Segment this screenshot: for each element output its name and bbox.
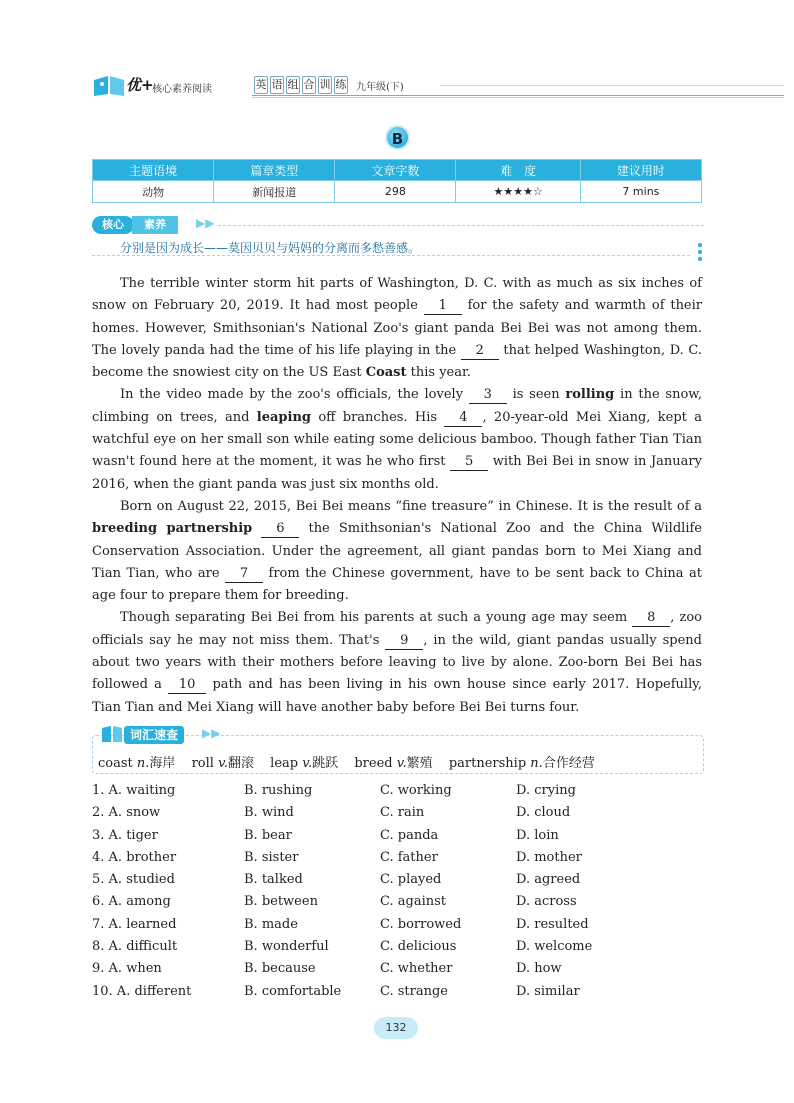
literacy-tag-part: 素养 <box>132 216 178 234</box>
info-header-cell: 建议用时 <box>580 160 701 181</box>
paragraph-4: Though separating Bei Bei from his parents at such a young age may seem 8 , zoo officials say he may not miss them. That's 9 , in the wild, giant pandas usually spend about two years with their mothers before leaving to live by alone. Zoo-born Bei Bei has followed a 10 path and has been living in his own house since early 2017. Hopefully, Tian Tian and Mei Xiang will have another baby before Bei Bei turns four. <box>92 610 702 715</box>
option-c[interactable]: C. strange <box>380 983 448 999</box>
difficulty-stars: ★★★★☆ <box>456 181 580 203</box>
option-a[interactable]: 7. A. learned <box>92 916 177 932</box>
option-b[interactable]: B. rushing <box>244 783 313 798</box>
vocab-item: partnership n.合作经营 <box>448 756 595 771</box>
blank-4[interactable]: 4 <box>444 410 482 427</box>
question-row <box>92 847 704 869</box>
keyword-leaping: leaping <box>256 409 311 425</box>
option-d[interactable]: D. agreed <box>516 872 581 888</box>
question-row <box>92 802 704 824</box>
option-a[interactable]: 6. A. among <box>92 894 171 910</box>
blank-6[interactable]: 6 <box>261 521 299 538</box>
question-row <box>92 958 704 980</box>
header-rule <box>252 95 784 98</box>
blank-3[interactable]: 3 <box>469 387 507 404</box>
core-tag-part: 核心 <box>92 216 134 234</box>
question-row <box>92 825 704 847</box>
page-header <box>92 72 784 100</box>
option-c[interactable]: C. delicious <box>380 939 457 955</box>
option-d[interactable]: D. resulted <box>516 916 589 932</box>
option-a[interactable]: 4. A. brother <box>92 849 177 865</box>
option-d[interactable]: D. welcome <box>516 939 593 955</box>
question-row <box>92 936 704 958</box>
chevrons-icon: ▶▶ <box>202 726 221 740</box>
option-c[interactable]: C. borrowed <box>380 916 462 932</box>
book-icon <box>100 724 124 744</box>
question-row <box>92 869 704 891</box>
book-title-char: 训 <box>318 76 332 94</box>
section-badge: B <box>385 125 410 150</box>
answer-options <box>92 780 704 1003</box>
vocabulary-list <box>98 752 607 771</box>
paragraph-2: In the video made by the zoo's officials, the lovely 3 is seen rolling in the snow, climbing on trees, and leaping off branches. His 4 , 20-year-old Mei Xiang, kept a watchful eye on her small son while eating some delicious bamboo. Though father Tian Tian wasn't found here at the moment, it was he who first 5 with Bei Bei in snow in January 2016, when the giant panda was just six months old. <box>92 387 702 492</box>
option-c[interactable]: C. working <box>380 783 452 798</box>
option-d[interactable]: D. similar <box>516 983 580 999</box>
option-a[interactable]: 5. A. studied <box>92 872 175 888</box>
option-b[interactable]: B. sister <box>244 849 299 865</box>
chevrons-icon: ▶▶ <box>196 216 215 230</box>
question-row <box>92 891 704 913</box>
header-rule-top <box>440 85 784 86</box>
dashed-divider <box>218 225 704 226</box>
core-literacy-text: 分别是因为成长——莫因贝贝与妈妈的分离而多愁善感。 <box>120 241 421 255</box>
blank-10[interactable]: 10 <box>168 677 206 694</box>
core-literacy-box <box>92 213 704 263</box>
blank-7[interactable]: 7 <box>225 566 263 583</box>
vocab-item: roll v.翻滚 <box>191 756 255 771</box>
brand-tagline: 核心素养阅读 <box>152 84 212 95</box>
option-c[interactable]: C. whether <box>380 961 453 977</box>
vocab-item: coast n.海岸 <box>98 756 176 771</box>
option-a[interactable]: 3. A. tiger <box>92 827 158 843</box>
question-row <box>92 780 704 802</box>
book-title-char: 英 <box>254 76 268 94</box>
book-title-char: 语 <box>270 76 284 94</box>
option-d[interactable]: D. crying <box>516 783 576 798</box>
option-a[interactable]: 8. A. difficult <box>92 939 178 955</box>
option-c[interactable]: C. panda <box>380 827 439 843</box>
page-number: 132 <box>374 1017 418 1039</box>
vocabulary-box <box>92 722 704 776</box>
vocabulary-title: 词汇速查 <box>124 726 184 744</box>
option-d[interactable]: D. cloud <box>516 805 571 821</box>
blank-8[interactable]: 8 <box>632 610 670 627</box>
blank-5[interactable]: 5 <box>450 454 488 471</box>
book-title <box>254 75 404 95</box>
option-b[interactable]: B. bear <box>244 827 292 843</box>
question-row <box>92 914 704 936</box>
option-d[interactable]: D. across <box>516 894 577 910</box>
book-title-char: 练 <box>334 76 348 94</box>
option-b[interactable]: B. between <box>244 894 318 910</box>
text-type-value: 新闻报道 <box>214 181 335 203</box>
info-header-cell: 难 度 <box>456 160 580 181</box>
suggested-time-value: 7 mins <box>580 181 701 203</box>
keyword-breeding-partnership: breeding partnership <box>92 521 253 537</box>
question-row <box>92 981 704 1003</box>
option-c[interactable]: C. rain <box>380 805 425 821</box>
paragraph-3: Born on August 22, 2015, Bei Bei means “fine treasure” in Chinese. It is the result of a breeding partnership 6 the Smithsonian's National Zoo and the China Wildlife Conservation Association. Under the agreement, all giant pandas born to Mei Xiang and Tian Tian, who are 7 from the Chinese government, have to be sent back to China at age four to prepare them for breeding. <box>92 498 702 604</box>
info-header-cell: 篇章类型 <box>214 160 335 181</box>
info-header-row <box>93 160 702 181</box>
brand-logo: 优+ <box>126 76 154 94</box>
dashed-divider <box>92 255 690 256</box>
info-header-cell: 文章字数 <box>335 160 456 181</box>
passage-info-table <box>92 159 702 203</box>
info-header-cell: 主题语境 <box>93 160 214 181</box>
option-b[interactable]: B. made <box>244 916 298 932</box>
reading-passage <box>92 273 702 719</box>
option-a[interactable]: 9. A. when <box>92 961 162 977</box>
option-b[interactable]: B. wonderful <box>244 939 329 955</box>
option-b[interactable]: B. wind <box>244 805 294 821</box>
paragraph-1: The terrible winter storm hit parts of Washington, D. C. with as much as six inches of snow on February 20, 2019. It had most people 1 for the safety and warmth of their homes. However, Smithsonian's National Zoo's giant panda Bei Bei was not among them. The lovely panda had the time of his life playing in the 2 that helped Washington, D. C. become the snowiest city on the US East Coast this year. <box>92 276 703 381</box>
book-title-char: 组 <box>286 76 300 94</box>
option-b[interactable]: B. because <box>244 961 316 977</box>
option-d[interactable]: D. mother <box>516 849 582 865</box>
book-logo-icon <box>92 72 126 98</box>
word-count-value: 298 <box>335 181 456 203</box>
option-c[interactable]: C. against <box>380 894 446 910</box>
option-c[interactable]: C. father <box>380 849 438 865</box>
vocab-item: breed v.繁殖 <box>354 756 433 771</box>
option-d[interactable]: D. loin <box>516 827 559 843</box>
keyword-rolling: rolling <box>565 387 615 403</box>
grade-label: 九年级(下) <box>356 81 404 93</box>
option-d[interactable]: D. how <box>516 961 562 977</box>
topic-context-value: 动物 <box>93 181 214 203</box>
vocab-item: leap v.跳跃 <box>270 756 339 771</box>
blank-1[interactable]: 1 <box>424 298 462 315</box>
blank-2[interactable]: 2 <box>461 343 499 360</box>
option-b[interactable]: B. comfortable <box>244 983 342 999</box>
option-a[interactable]: 10. A. different <box>92 983 192 999</box>
book-title-char: 合 <box>302 76 316 94</box>
core-literacy-tag <box>92 216 184 234</box>
blank-9[interactable]: 9 <box>385 633 423 650</box>
option-a[interactable]: 2. A. snow <box>92 805 161 821</box>
option-c[interactable]: C. played <box>380 872 442 888</box>
info-value-row <box>93 181 702 203</box>
option-b[interactable]: B. talked <box>244 872 303 888</box>
dots-icon <box>698 243 704 264</box>
option-a[interactable]: 1. A. waiting <box>92 783 176 798</box>
keyword-coast: Coast <box>365 365 407 381</box>
